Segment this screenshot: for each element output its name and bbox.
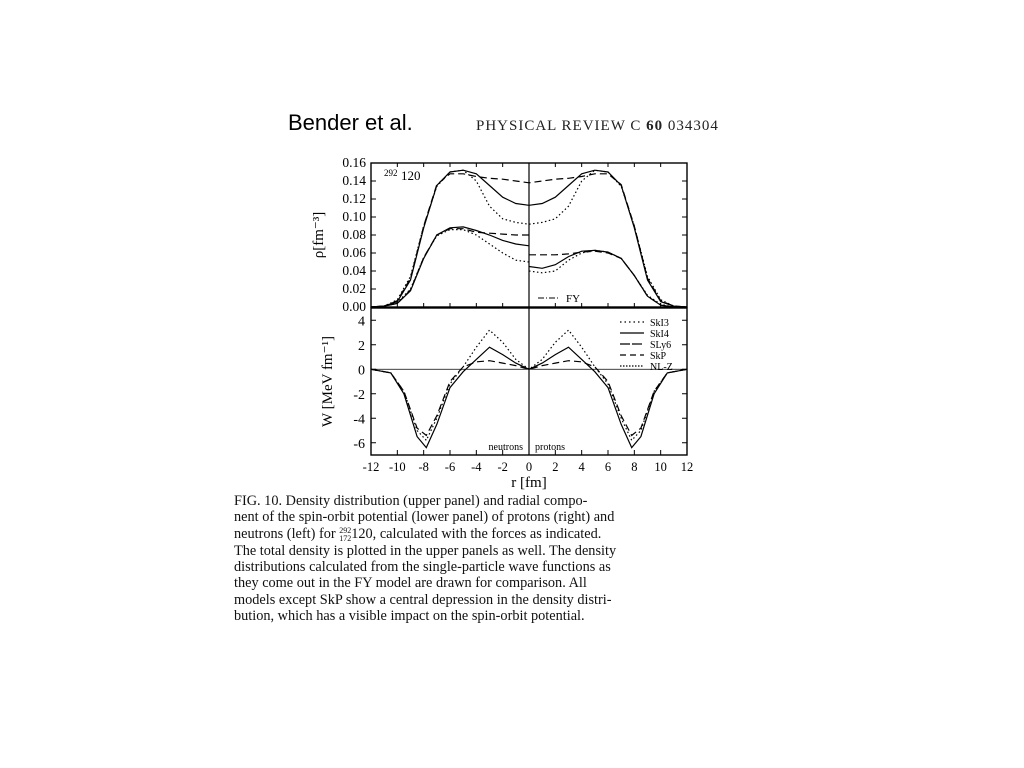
figure-caption bbox=[234, 493, 766, 625]
x-axis-label: r [fm] bbox=[511, 475, 547, 491]
neutrons-label: neutrons bbox=[488, 442, 523, 453]
journal-header: PHYSICAL REVIEW C 60 034304 bbox=[476, 118, 719, 134]
caption-line: they come out in the FY model are drawn for comparison. All bbox=[234, 575, 587, 592]
legend-label: SkP bbox=[650, 351, 667, 362]
y-tick-label: 0.12 bbox=[342, 191, 366, 206]
y-tick-label: 0.16 bbox=[342, 155, 366, 170]
nucleus-mass-label: 292 bbox=[384, 168, 398, 178]
y-tick-label: -2 bbox=[353, 387, 365, 403]
y-tick-label: 4 bbox=[358, 314, 365, 330]
caption-line: The total density is plotted in the upper panels as well. The density bbox=[234, 542, 617, 559]
x-tick-label: -6 bbox=[444, 460, 456, 474]
y-tick-label: 0.00 bbox=[342, 299, 366, 314]
caption-line: FIG. 10. Density distribution (upper panel) and radial compo- bbox=[234, 493, 588, 509]
caption-line: bution, which has a visible impact on the spin-orbit potential. bbox=[234, 608, 585, 625]
author-header: Bender et al. bbox=[288, 110, 413, 135]
x-tick-label: -10 bbox=[388, 460, 406, 474]
legend-label: SLy6 bbox=[650, 340, 672, 351]
x-tick-label: 10 bbox=[654, 460, 667, 474]
y-tick-label: 0.04 bbox=[342, 263, 366, 278]
y-tick-label: 0.10 bbox=[342, 209, 366, 224]
x-tick-label: 0 bbox=[525, 460, 533, 474]
x-tick-label: 12 bbox=[680, 460, 694, 474]
fy-legend-label: FY bbox=[566, 293, 581, 305]
y-tick-label: -4 bbox=[353, 412, 365, 428]
x-tick-label: 8 bbox=[631, 460, 638, 474]
density-neutron-curve bbox=[371, 227, 529, 307]
nucleus-label: 120 bbox=[401, 168, 421, 183]
density-neutron-curve bbox=[371, 229, 529, 307]
upper-y-axis-label: ρ[fm⁻³] bbox=[311, 211, 327, 259]
y-tick-label: 0.14 bbox=[342, 173, 366, 188]
caption-line: neutrons (left) for 292 172 120, calculated with the forces as indicated. bbox=[234, 525, 602, 543]
legend-label: SkI4 bbox=[650, 329, 669, 340]
y-tick-label: 2 bbox=[358, 338, 365, 354]
x-tick-label: 4 bbox=[578, 460, 585, 474]
x-tick-label: -12 bbox=[362, 460, 380, 474]
legend-label: NL-Z bbox=[650, 362, 673, 373]
legend-label: SkI3 bbox=[650, 318, 669, 329]
x-tick-label: 2 bbox=[552, 460, 559, 474]
y-tick-label: 0.08 bbox=[342, 227, 366, 242]
caption-line: distributions calculated from the single-particle wave functions as bbox=[234, 558, 611, 575]
x-tick-label: -8 bbox=[418, 460, 429, 474]
x-tick-label: -2 bbox=[497, 460, 508, 474]
caption-line: models except SkP show a central depression in the density distri- bbox=[234, 591, 612, 608]
isotope-notation: 292 172 bbox=[339, 525, 352, 543]
x-tick-label: 6 bbox=[604, 460, 612, 474]
y-tick-label: -6 bbox=[353, 436, 365, 452]
protons-label: protons bbox=[535, 442, 565, 453]
y-tick-label: 0.06 bbox=[342, 245, 366, 260]
y-tick-label: 0 bbox=[358, 363, 365, 379]
x-tick-label: -4 bbox=[471, 460, 482, 474]
caption-line: nent of the spin-orbit potential (lower panel) of protons (right) and bbox=[234, 509, 615, 526]
y-tick-label: 0.02 bbox=[342, 281, 366, 296]
lower-y-axis-label: W [MeV fm⁻¹] bbox=[320, 335, 336, 428]
density-proton-curve bbox=[529, 251, 687, 307]
